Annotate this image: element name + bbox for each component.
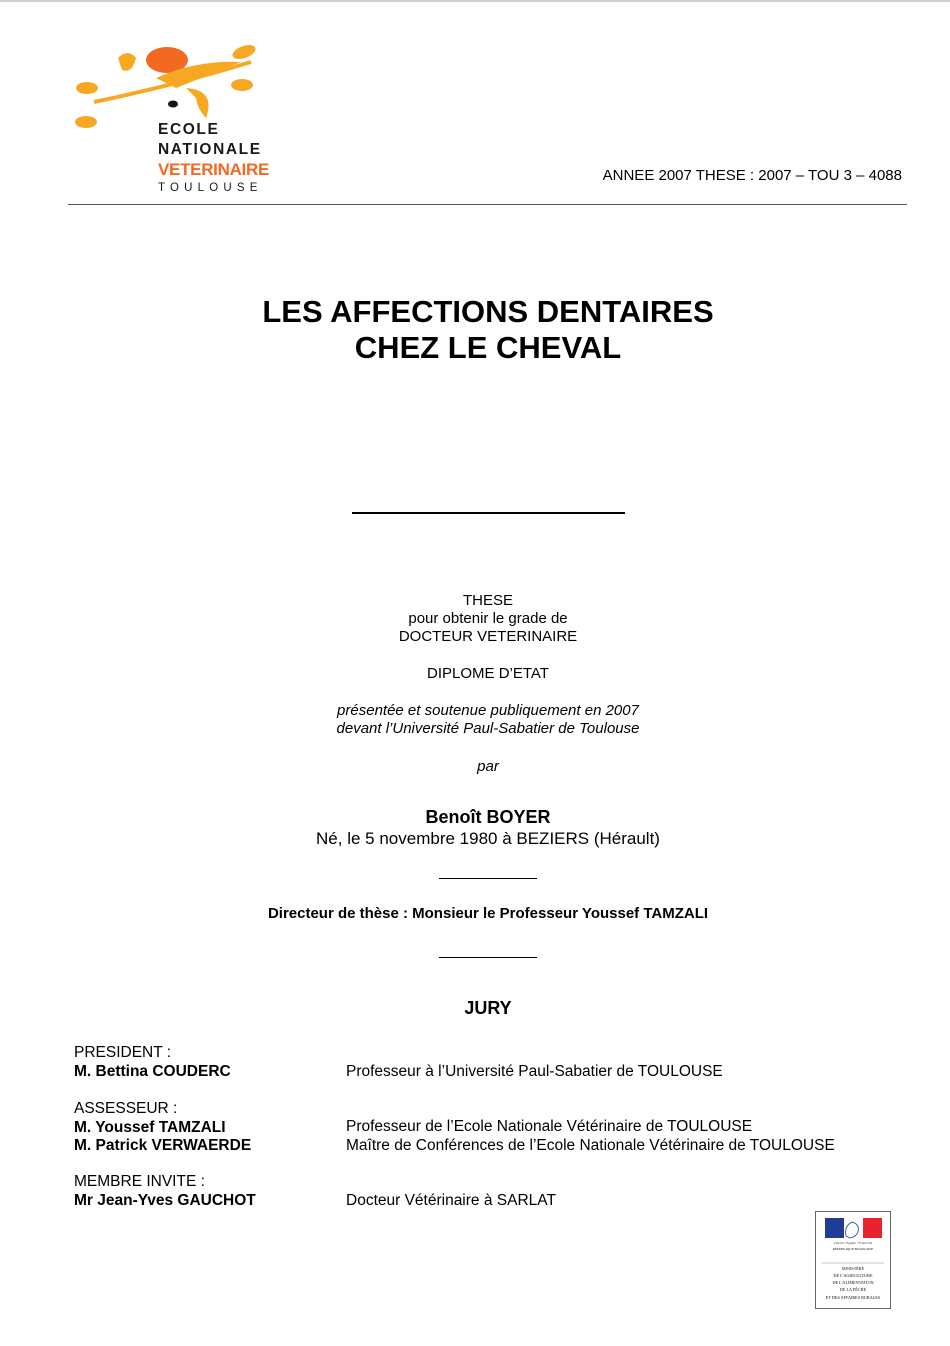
guest-role: Docteur Vétérinaire à SARLAT — [346, 1192, 556, 1209]
ministry-logo — [815, 1211, 891, 1309]
author-block — [0, 806, 950, 850]
logo-text-veterinaire: VETERINAIRE — [158, 160, 269, 179]
guest-name: Mr Jean-Yves GAUCHOT — [74, 1191, 256, 1209]
thesis-title — [0, 294, 950, 366]
thesis-title-line2: CHEZ LE CHEVAL — [354, 330, 622, 365]
assessor1-role: Professeur de l’Ecole Nationale Vétérinaire de TOULOUSE — [346, 1118, 753, 1135]
jury-heading: JURY — [464, 998, 512, 1018]
director-separator — [439, 957, 537, 958]
ministry-line4: DE LA PÊCHE — [839, 1287, 867, 1292]
president-label: PRESIDENT : — [74, 1044, 172, 1061]
assessor-label: ASSESSEUR : — [74, 1100, 178, 1117]
author-name: Benoît BOYER — [425, 807, 551, 827]
presented-text: présentée et soutenue publiquement en 2007 — [337, 702, 639, 719]
president-name: M. Bettina COUDERC — [74, 1062, 231, 1080]
ministry-motto: Liberté • Égalité • Fraternité — [833, 1241, 873, 1245]
jury-guest — [74, 1173, 256, 1210]
author-separator — [439, 878, 537, 879]
assessor2-role: Maître de Conférences de l’Ecole Nationale Vétérinaire de TOULOUSE — [346, 1136, 835, 1154]
header-divider — [68, 204, 907, 205]
ministry-line5: ET DES AFFAIRES RURALES — [825, 1295, 881, 1300]
school-logo — [66, 40, 269, 205]
guest-label: MEMBRE INVITE : — [74, 1173, 205, 1190]
thesis-reference: ANNEE 2007 THESE : 2007 – TOU 3 – 4088 — [602, 167, 902, 184]
diploma-text: DIPLOME D’ETAT — [427, 665, 549, 682]
these-label: THESE — [462, 592, 513, 609]
par-text: par — [477, 758, 499, 775]
title-separator — [352, 512, 625, 514]
top-border — [0, 0, 950, 2]
president-role: Professeur à l’Université Paul-Sabatier de TOULOUSE — [346, 1063, 723, 1080]
assessor1-name: M. Youssef TAMZALI — [74, 1118, 226, 1136]
thesis-title-line1: LES AFFECTIONS DENTAIRES — [262, 294, 714, 329]
assessor2-name: M. Patrick VERWAERDE — [74, 1137, 252, 1154]
ministry-line1: MINISTÈRE — [841, 1266, 865, 1271]
university-text: devant l’Université Paul-Sabatier de Toulouse — [336, 720, 640, 737]
purpose-text: pour obtenir le grade de — [408, 610, 568, 627]
thesis-purpose-block — [0, 592, 950, 646]
logo-text-toulouse: TOULOUSE — [158, 182, 263, 194]
ministry-line3: DE L'ALIMENTATION — [832, 1280, 874, 1285]
jury-president — [74, 1044, 231, 1081]
logo-text-nationale: NATIONALE — [158, 141, 262, 158]
author-birth: Né, le 5 novembre 1980 à BEZIERS (Hérault) — [316, 829, 660, 848]
logo-text-ecole: ECOLE — [158, 121, 220, 138]
degree-text: DOCTEUR VETERINAIRE — [398, 628, 578, 645]
marianne-icon — [816, 1212, 890, 1308]
assessor-roles — [346, 1118, 835, 1155]
presentation-block — [0, 702, 950, 738]
thesis-director: Directeur de thèse : Monsieur le Professeur Youssef TAMZALI — [267, 905, 709, 922]
ministry-line2: DE L'AGRICULTURE — [833, 1273, 873, 1278]
ministry-republic: RÉPUBLIQUE FRANÇAISE — [832, 1247, 874, 1251]
jury-assessors — [74, 1100, 251, 1156]
